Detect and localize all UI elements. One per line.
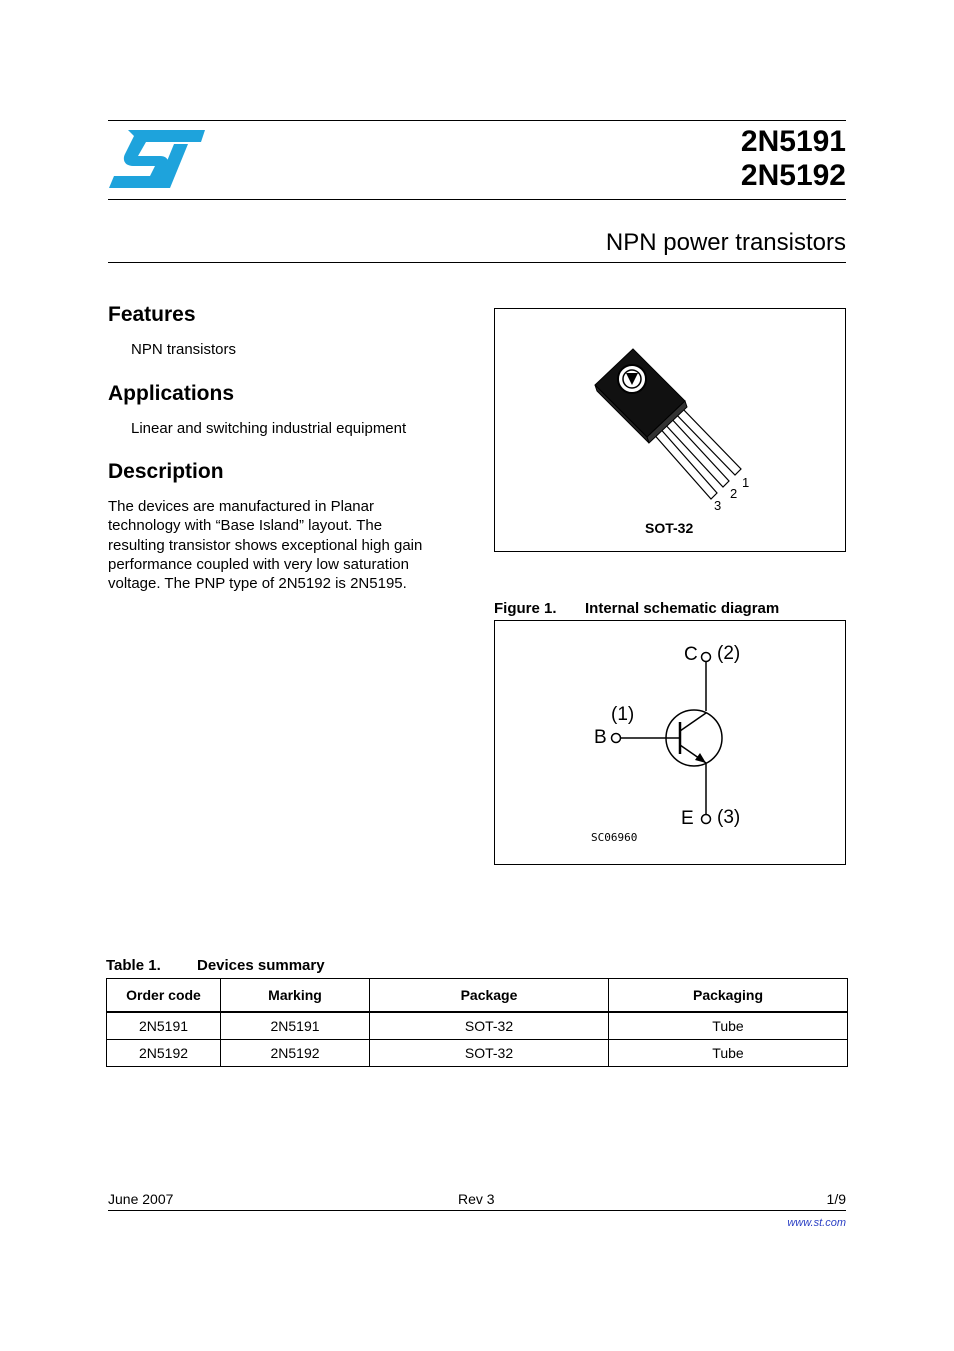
emitter-pin-label: (3): [717, 807, 741, 828]
website-link[interactable]: www.st.com: [787, 1217, 846, 1229]
table-cell: SOT-32: [370, 1040, 609, 1067]
pin-label-2: 2: [730, 486, 738, 501]
description-paragraph: [108, 497, 453, 593]
column-header-marking: Marking: [221, 979, 370, 1013]
table1-title: Devices summary: [197, 957, 325, 974]
base-pin-label: (1): [611, 704, 635, 725]
table-cell: 2N5191: [221, 1012, 370, 1040]
table-row: [107, 1012, 848, 1040]
features-text: NPN transistors: [131, 341, 237, 358]
description-line: technology with “Base Island” layout. The: [108, 517, 383, 535]
base-label: B: [594, 727, 607, 748]
pin-label-3: 3: [714, 498, 722, 513]
description-line: resulting transistor shows exceptional high gain: [108, 536, 423, 554]
table-cell: SOT-32: [370, 1012, 609, 1040]
part-number-2: 2N5192: [740, 159, 846, 192]
footer-page-number: 1/9: [826, 1191, 846, 1207]
table1-caption: [106, 956, 325, 975]
table-cell: Tube: [609, 1040, 848, 1067]
collector-pin-label: (2): [717, 643, 741, 664]
table-header-row: [107, 979, 848, 1013]
header-top-rule: [108, 120, 846, 121]
table-cell: 2N5191: [107, 1012, 221, 1040]
applications-text: Linear and switching industrial equipment: [131, 420, 407, 437]
description-heading: Description: [108, 460, 224, 483]
pin-label-1: 1: [742, 475, 750, 490]
st-logo: [108, 128, 206, 190]
table-cell: Tube: [609, 1012, 848, 1040]
table-row: [107, 1040, 848, 1067]
table1-number: Table 1.: [106, 957, 161, 974]
subtitle-rule: [108, 262, 846, 263]
table-cell: 2N5192: [221, 1040, 370, 1067]
column-header-order-code: Order code: [107, 979, 221, 1013]
applications-heading: Applications: [108, 382, 235, 405]
description-line: voltage. The PNP type of 2N5192 is 2N5195.: [108, 575, 407, 593]
footer-date: June 2007: [108, 1191, 174, 1207]
package-label: SOT-32: [645, 520, 694, 536]
package-figure: [494, 308, 846, 552]
description-line: The devices are manufactured in Planar: [108, 498, 374, 515]
devices-summary-table: [106, 978, 848, 1067]
figure1-title: Internal schematic diagram: [585, 600, 780, 617]
emitter-label: E: [681, 808, 694, 829]
column-header-packaging: Packaging: [609, 979, 848, 1013]
schematic-figure: [494, 620, 846, 865]
column-header-package: Package: [370, 979, 609, 1013]
document-subtitle: NPN power transistors: [605, 229, 846, 256]
transistor-schematic: [495, 621, 845, 864]
figure1-caption: [494, 599, 779, 618]
sot32-package-illustration: [495, 309, 845, 551]
features-heading: Features: [108, 303, 196, 326]
footer-rule: [108, 1210, 846, 1211]
part-number-1: 2N5191: [740, 125, 846, 158]
figure1-number: Figure 1.: [494, 600, 557, 617]
collector-label: C: [684, 644, 698, 665]
header-bottom-rule: [108, 199, 846, 200]
description-line: performance coupled with very low saturation: [108, 555, 409, 573]
footer-revision: Rev 3: [458, 1191, 495, 1207]
table-cell: 2N5192: [107, 1040, 221, 1067]
schematic-code: SC06960: [591, 831, 638, 844]
